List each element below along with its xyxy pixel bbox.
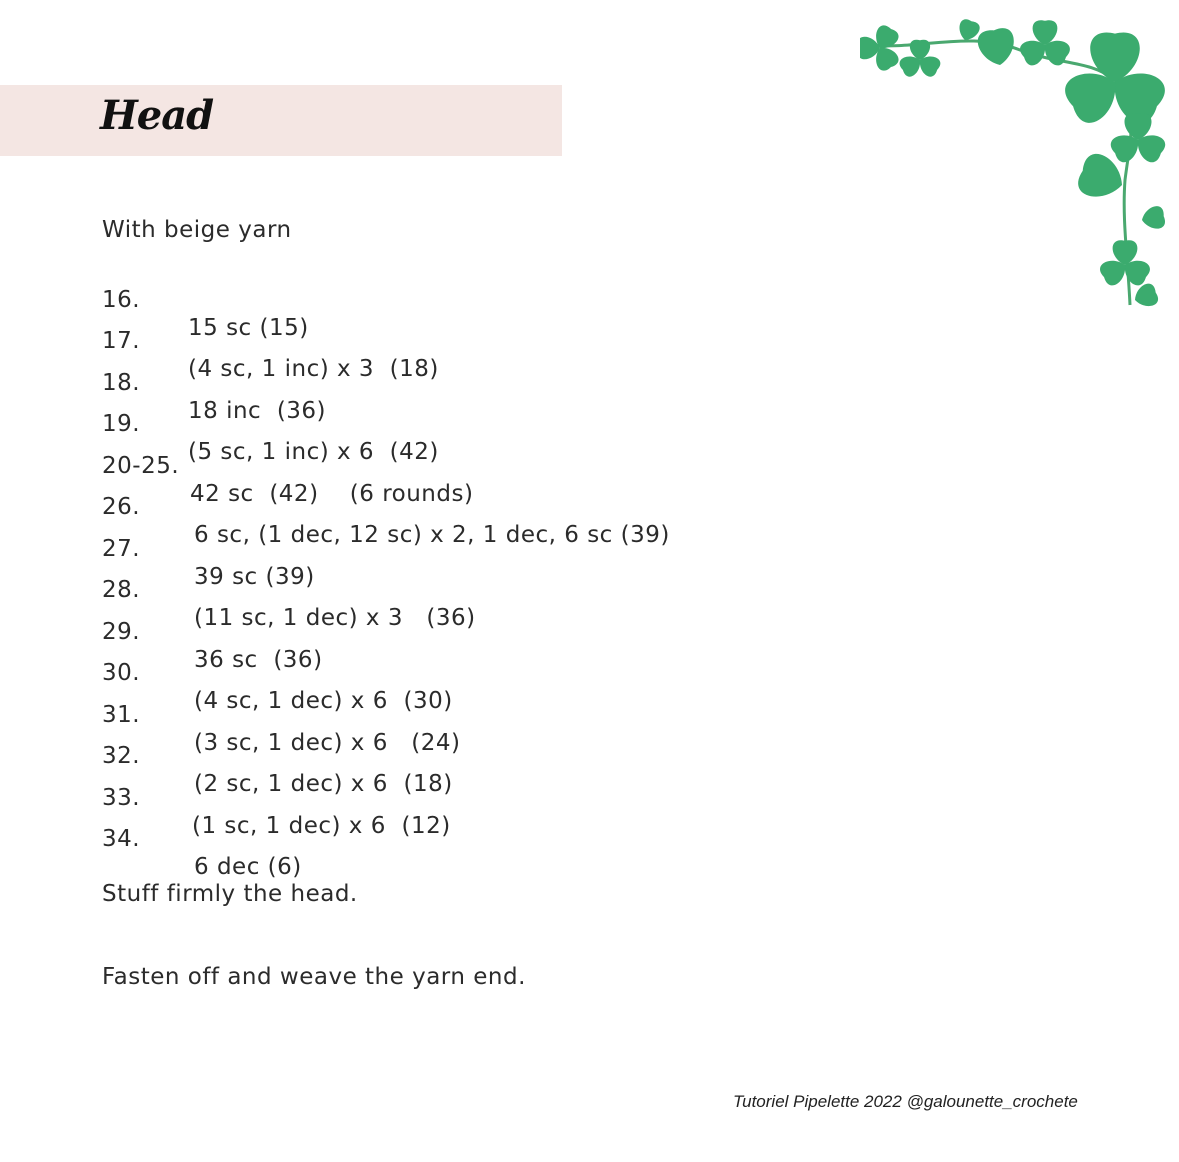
row-instruction: 18 inc (36) <box>188 398 327 424</box>
title-band <box>0 85 562 156</box>
row-instruction: (11 sc, 1 dec) x 3 (36) <box>194 605 476 631</box>
intro-text: With beige yarn <box>102 217 292 243</box>
closing-text-fasten: Fasten off and weave the yarn end. <box>102 964 526 990</box>
row-instruction: 6 dec (6) <box>194 854 302 880</box>
row-number: 32. <box>102 743 141 769</box>
row-number: 19. <box>102 411 141 437</box>
row-number: 29. <box>102 619 141 645</box>
closing-text-stuff: Stuff firmly the head. <box>102 881 358 907</box>
shamrock-vine-icon <box>860 10 1170 320</box>
row-number: 17. <box>102 328 141 354</box>
row-instruction: (1 sc, 1 dec) x 6 (12) <box>192 813 451 839</box>
row-instruction: 42 sc (42) (6 rounds) <box>190 481 474 507</box>
row-number: 30. <box>102 660 141 686</box>
row-number: 26. <box>102 494 141 520</box>
row-instruction: 15 sc (15) <box>188 315 309 341</box>
row-instruction: (2 sc, 1 dec) x 6 (18) <box>194 771 453 797</box>
row-instruction: 39 sc (39) <box>194 564 315 590</box>
row-instruction: (4 sc, 1 dec) x 6 (30) <box>194 688 453 714</box>
section-title: Head <box>100 92 214 139</box>
row-instruction: (4 sc, 1 inc) x 3 (18) <box>188 356 439 382</box>
row-number: 18. <box>102 370 141 396</box>
row-number: 31. <box>102 702 141 728</box>
footer-credit: Tutoriel Pipelette 2022 @galounette_crochete <box>733 1092 1078 1111</box>
row-number: 34. <box>102 826 141 852</box>
row-instruction: (5 sc, 1 inc) x 6 (42) <box>188 439 439 465</box>
row-instruction: 6 sc, (1 dec, 12 sc) x 2, 1 dec, 6 sc (39) <box>194 522 670 548</box>
row-number: 16. <box>102 287 141 313</box>
row-instruction: (3 sc, 1 dec) x 6 (24) <box>194 730 461 756</box>
row-instruction: 36 sc (36) <box>194 647 323 673</box>
row-number: 27. <box>102 536 141 562</box>
row-number: 33. <box>102 785 141 811</box>
row-number: 28. <box>102 577 141 603</box>
row-number: 20-25. <box>102 453 180 479</box>
